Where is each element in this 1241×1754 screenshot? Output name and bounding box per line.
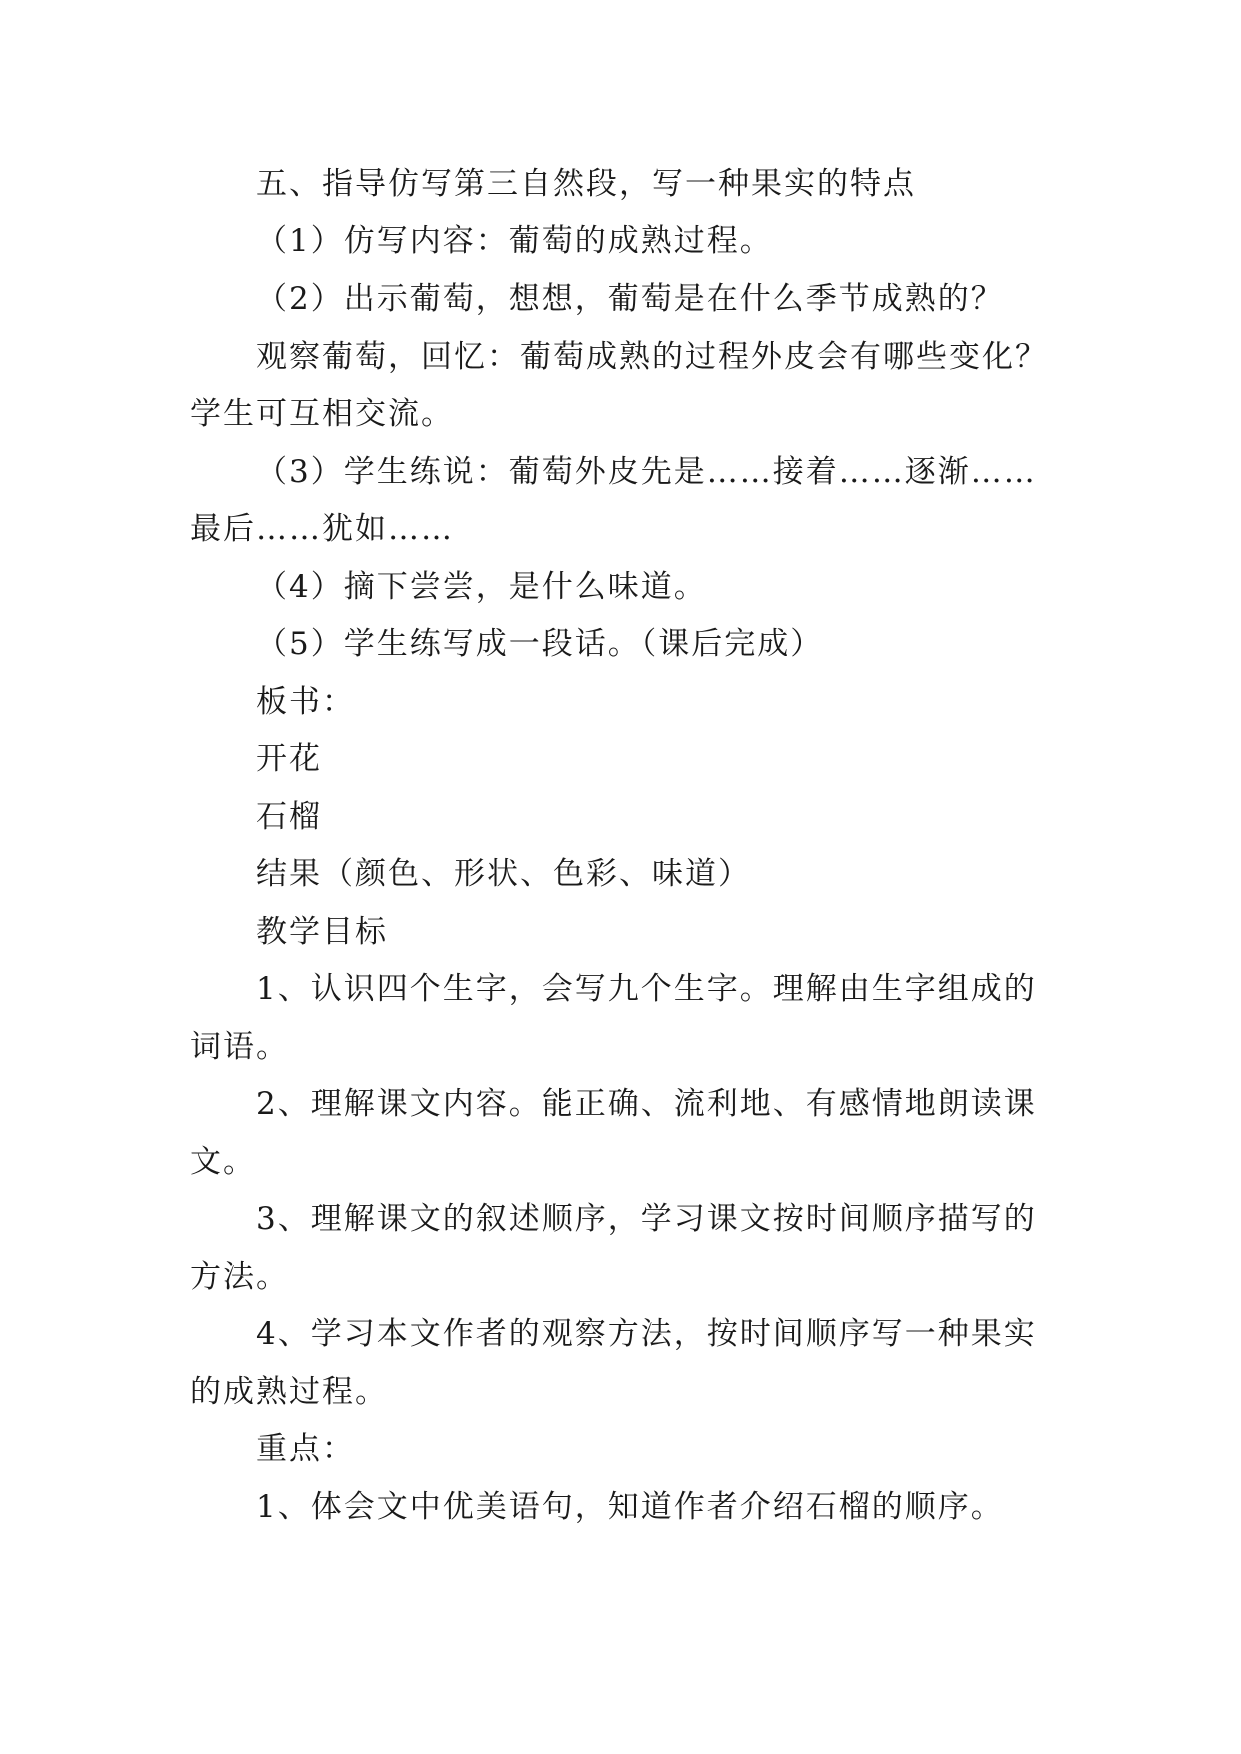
blackboard-item-fruiting: 结果（颜色、形状、色彩、味道） (256, 856, 751, 892)
goal-1-text-continued: 词语。 (190, 1029, 289, 1065)
step-4-text: （4）摘下尝尝，是什么味道。 (256, 569, 707, 605)
teaching-goals-heading: 教学目标 (256, 914, 388, 950)
goal-2-text: 2、理解课文内容。能正确、流利地、有感情地朗读课 (256, 1086, 1037, 1122)
step-1-text: （1）仿写内容：葡萄的成熟过程。 (256, 223, 773, 259)
step-3-text: （3）学生练说：葡萄外皮先是……接着……逐渐…… (256, 454, 1037, 490)
step-3-text-continued: 最后……犹如…… (190, 511, 454, 547)
goal-1-text: 1、认识四个生字，会写九个生字。理解由生字组成的 (256, 971, 1037, 1007)
step-2-text: （2）出示葡萄，想想，葡萄是在什么季节成熟的？ (256, 281, 1004, 317)
goal-4-text-continued: 的成熟过程。 (190, 1374, 388, 1410)
observation-text: 观察葡萄，回忆：葡萄成熟的过程外皮会有哪些变化？ (256, 339, 1048, 375)
key-points-heading: 重点： (256, 1431, 355, 1467)
observation-text-continued: 学生可互相交流。 (190, 396, 454, 432)
step-5-text: （5）学生练写成一段话。（课后完成） (256, 626, 824, 662)
blackboard-item-pomegranate: 石榴 (256, 799, 322, 835)
goal-4-text: 4、学习本文作者的观察方法，按时间顺序写一种果实 (256, 1316, 1037, 1352)
key-point-1-text: 1、体会文中优美语句，知道作者介绍石榴的顺序。 (256, 1489, 1004, 1525)
goal-2-text-continued: 文。 (190, 1144, 256, 1180)
section-heading-imitation-writing: 五、指导仿写第三自然段，写一种果实的特点 (256, 166, 916, 202)
blackboard-item-flowering: 开花 (256, 741, 322, 777)
blackboard-label: 板书： (256, 684, 355, 720)
goal-3-text-continued: 方法。 (190, 1259, 289, 1295)
goal-3-text: 3、理解课文的叙述顺序，学习课文按时间顺序描写的 (256, 1201, 1037, 1237)
